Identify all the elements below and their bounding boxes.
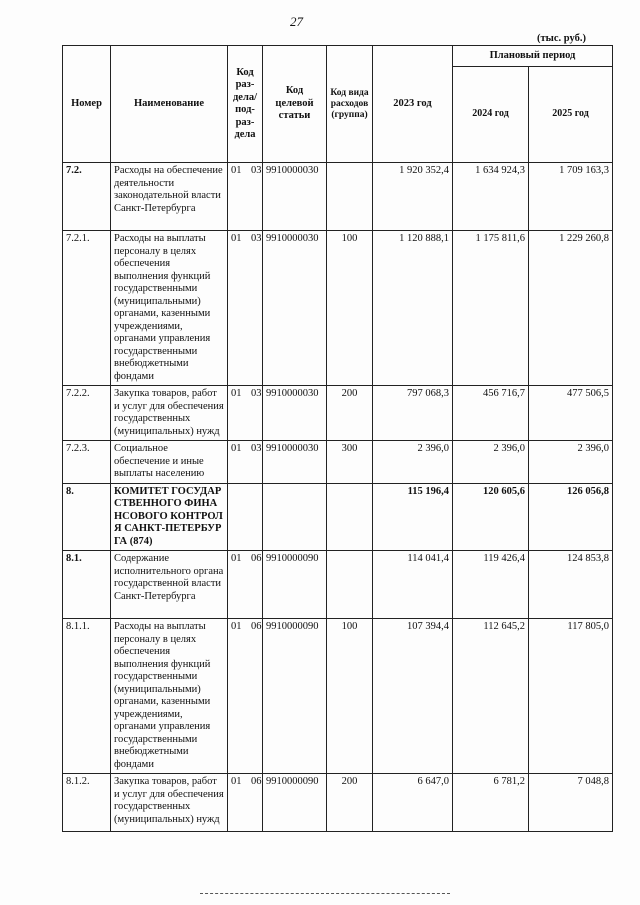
row-section bbox=[228, 483, 263, 551]
row-section-code: 01 bbox=[231, 443, 242, 454]
header-2023: 2023 год bbox=[373, 46, 453, 163]
row-2025: 124 853,8 bbox=[529, 551, 613, 619]
table-row bbox=[63, 386, 613, 441]
row-name: Закупка товаров, работ и услуг для обеспечения государственных (муниципальных) нужд bbox=[111, 386, 228, 441]
header-target: Код целевой статьи bbox=[263, 46, 327, 163]
row-2024: 2 396,0 bbox=[453, 441, 529, 484]
row-number: 8.1. bbox=[63, 551, 111, 619]
row-kvr bbox=[327, 483, 373, 551]
row-section bbox=[228, 163, 263, 231]
header-number: Номер bbox=[63, 46, 111, 163]
row-2024: 6 781,2 bbox=[453, 774, 529, 832]
row-2023: 115 196,4 bbox=[373, 483, 453, 551]
row-number: 7.2.1. bbox=[63, 231, 111, 386]
row-number: 8. bbox=[63, 483, 111, 551]
row-2025: 477 506,5 bbox=[529, 386, 613, 441]
footer-divider bbox=[200, 893, 450, 894]
row-2023: 1 920 352,4 bbox=[373, 163, 453, 231]
row-target: 9910000090 bbox=[263, 774, 327, 832]
row-subsection-code: 03 bbox=[251, 165, 262, 176]
row-number: 7.2.2. bbox=[63, 386, 111, 441]
units-label: (тыс. руб.) bbox=[537, 33, 586, 44]
row-2023: 797 068,3 bbox=[373, 386, 453, 441]
row-subsection-code: 03 bbox=[251, 443, 262, 454]
row-kvr: 100 bbox=[327, 231, 373, 386]
row-name: КОМИТЕТ ГОСУДАРСТВЕННОГО ФИНАНСОВОГО КОНТРОЛЯ САНКТ-ПЕТЕРБУРГА (874) bbox=[111, 483, 228, 551]
budget-table bbox=[62, 45, 613, 832]
table-row bbox=[63, 163, 613, 231]
row-section-code: 01 bbox=[231, 165, 242, 176]
row-2024: 120 605,6 bbox=[453, 483, 529, 551]
row-2025: 117 805,0 bbox=[529, 619, 613, 774]
table-row bbox=[63, 483, 613, 551]
table-row bbox=[63, 619, 613, 774]
row-target: 9910000090 bbox=[263, 619, 327, 774]
row-section bbox=[228, 551, 263, 619]
row-number: 7.2. bbox=[63, 163, 111, 231]
row-kvr: 200 bbox=[327, 774, 373, 832]
row-section bbox=[228, 441, 263, 484]
table-row bbox=[63, 441, 613, 484]
row-section-code: 01 bbox=[231, 621, 242, 632]
row-2023: 1 120 888,1 bbox=[373, 231, 453, 386]
row-kvr: 200 bbox=[327, 386, 373, 441]
row-2025: 126 056,8 bbox=[529, 483, 613, 551]
row-2025: 2 396,0 bbox=[529, 441, 613, 484]
table-row bbox=[63, 551, 613, 619]
row-number: 7.2.3. bbox=[63, 441, 111, 484]
row-2023: 114 041,4 bbox=[373, 551, 453, 619]
row-target: 9910000090 bbox=[263, 551, 327, 619]
table-row bbox=[63, 231, 613, 386]
header-section: Код раз-дела/ под-раз-дела bbox=[228, 46, 263, 163]
row-number: 8.1.2. bbox=[63, 774, 111, 832]
row-2025: 7 048,8 bbox=[529, 774, 613, 832]
row-2024: 1 175 811,6 bbox=[453, 231, 529, 386]
row-name: Закупка товаров, работ и услуг для обеспечения государственных (муниципальных) нужд bbox=[111, 774, 228, 832]
row-name: Расходы на обеспечение деятельности законодательной власти Санкт-Петербурга bbox=[111, 163, 228, 231]
row-target: 9910000030 bbox=[263, 231, 327, 386]
row-subsection-code: 06 bbox=[251, 553, 262, 564]
row-2025: 1 229 260,8 bbox=[529, 231, 613, 386]
header-2024: 2024 год bbox=[453, 67, 529, 163]
row-section bbox=[228, 774, 263, 832]
row-section-code: 01 bbox=[231, 776, 242, 787]
row-target bbox=[263, 483, 327, 551]
row-subsection-code: 03 bbox=[251, 233, 262, 244]
row-target: 9910000030 bbox=[263, 163, 327, 231]
row-2024: 1 634 924,3 bbox=[453, 163, 529, 231]
row-name: Расходы на выплаты персоналу в целях обеспечения выполнения функций государственными (муниципальными) органами, казенными учреждениями, органами управления государственными внебюджетными фондами bbox=[111, 231, 228, 386]
row-subsection-code: 06 bbox=[251, 776, 262, 787]
row-name: Содержание исполнительного органа государственной власти Санкт-Петербурга bbox=[111, 551, 228, 619]
header-2025: 2025 год bbox=[529, 67, 613, 163]
row-2023: 107 394,4 bbox=[373, 619, 453, 774]
row-name: Социальное обеспечение и иные выплаты населению bbox=[111, 441, 228, 484]
row-section bbox=[228, 231, 263, 386]
row-2024: 119 426,4 bbox=[453, 551, 529, 619]
row-2024: 112 645,2 bbox=[453, 619, 529, 774]
header-kvr: Код вида расходов (группа) bbox=[327, 46, 373, 163]
row-kvr: 300 bbox=[327, 441, 373, 484]
row-number: 8.1.1. bbox=[63, 619, 111, 774]
row-kvr bbox=[327, 163, 373, 231]
header-name: Наименование bbox=[111, 46, 228, 163]
row-name: Расходы на выплаты персоналу в целях обеспечения выполнения функций государственными (муниципальными) органами, казенными учреждениями, органами управления государственными внебюджетными фондами bbox=[111, 619, 228, 774]
row-section-code: 01 bbox=[231, 553, 242, 564]
row-kvr bbox=[327, 551, 373, 619]
table-row bbox=[63, 774, 613, 832]
row-section bbox=[228, 619, 263, 774]
row-subsection-code: 06 bbox=[251, 621, 262, 632]
page-number: 27 bbox=[290, 14, 303, 29]
row-2023: 2 396,0 bbox=[373, 441, 453, 484]
row-kvr: 100 bbox=[327, 619, 373, 774]
row-section-code: 01 bbox=[231, 233, 242, 244]
row-target: 9910000030 bbox=[263, 441, 327, 484]
row-2024: 456 716,7 bbox=[453, 386, 529, 441]
row-section bbox=[228, 386, 263, 441]
header-plan-period: Плановый период bbox=[453, 46, 613, 67]
row-2023: 6 647,0 bbox=[373, 774, 453, 832]
row-section-code: 01 bbox=[231, 388, 242, 399]
row-target: 9910000030 bbox=[263, 386, 327, 441]
row-2025: 1 709 163,3 bbox=[529, 163, 613, 231]
row-subsection-code: 03 bbox=[251, 388, 262, 399]
